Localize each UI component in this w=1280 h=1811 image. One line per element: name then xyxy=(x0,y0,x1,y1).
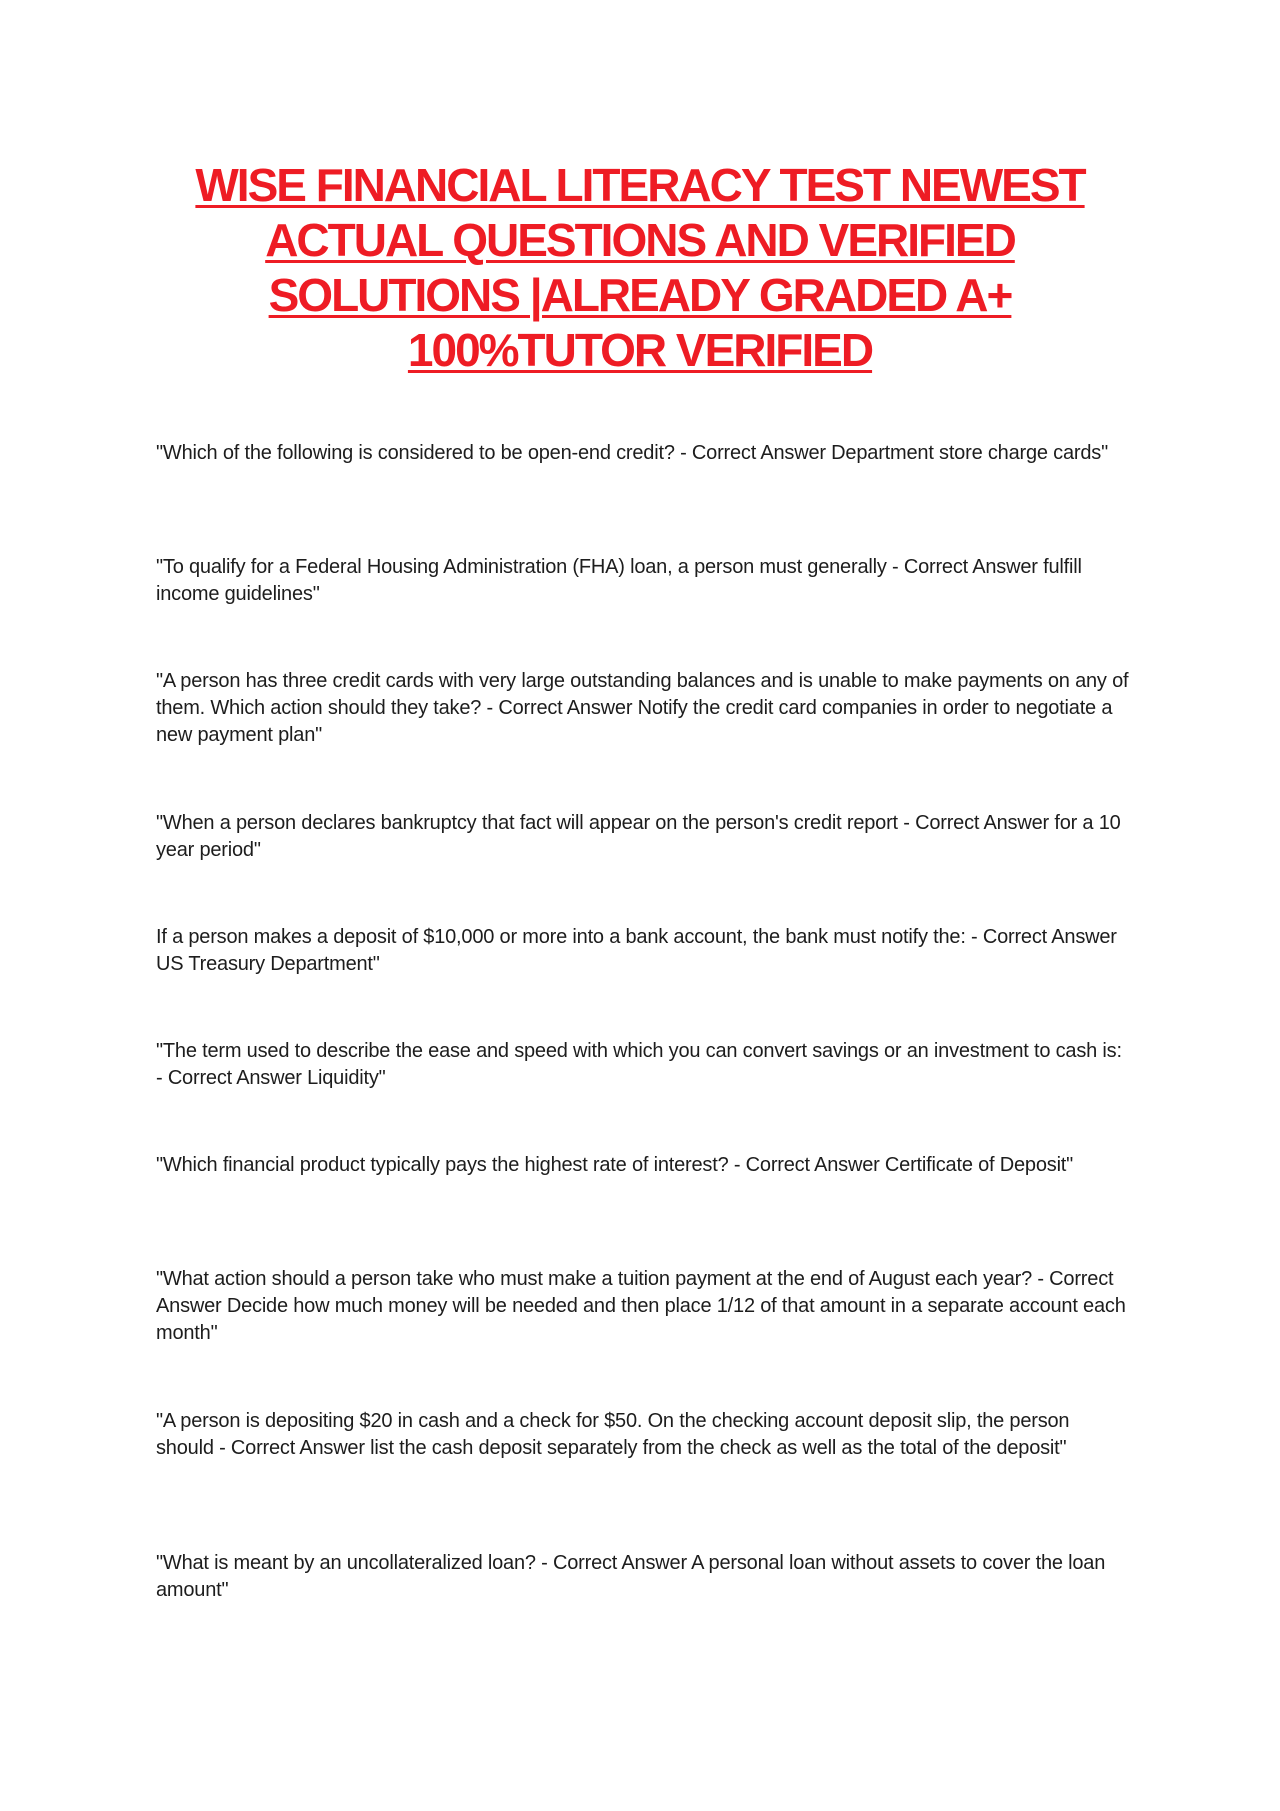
title-line: ACTUAL QUESTIONS AND VERIFIED xyxy=(265,214,1015,266)
question-answer-item: "A person has three credit cards with very large outstanding balances and is unable to make payments on any of them. Which action should they take? - Correct Answer Notify the credit card companies in order to negotiate a new payment plan" xyxy=(156,670,1129,746)
question-answer-item: "What action should a person take who must make a tuition payment at the end of August each year? - Correct Answer Decide how much money will be needed and then place 1/12 of that amount in a separate account each month" xyxy=(156,1268,1126,1344)
question-answer-item: "Which financial product typically pays the highest rate of interest? - Correct Answer Certificate of Deposit" xyxy=(156,1154,1074,1176)
question-answer-item: "When a person declares bankruptcy that fact will appear on the person's credit report - Correct Answer for a 10 year period" xyxy=(156,812,1121,861)
question-answer-item: If a person makes a deposit of $10,000 or more into a bank account, the bank must notify the: - Correct Answer US Treasury Department" xyxy=(156,926,1117,975)
title-line: WISE FINANCIAL LITERACY TEST NEWEST xyxy=(195,159,1085,211)
title-line: 100%TUTOR VERIFIED xyxy=(407,324,873,376)
question-answer-item: "A person is depositing $20 in cash and a check for $50. On the checking account deposit slip, the person should - Correct Answer list the cash deposit separately from the check as well as the total of the deposit" xyxy=(156,1410,1070,1459)
question-answer-item: "The term used to describe the ease and speed with which you can convert savings or an investment to cash is: - Correct Answer Liquidity" xyxy=(156,1040,1122,1089)
question-answer-item: "Which of the following is considered to be open-end credit? - Correct Answer Department store charge cards" xyxy=(156,442,1108,464)
question-answer-item: "To qualify for a Federal Housing Administration (FHA) loan, a person must generally - Correct Answer fulfill income guidelines" xyxy=(156,556,1082,605)
question-answer-item: "What is meant by an uncollateralized loan? - Correct Answer A personal loan without assets to cover the loan amount" xyxy=(156,1552,1106,1601)
document-title xyxy=(140,158,1140,378)
title-line: SOLUTIONS |ALREADY GRADED A+ xyxy=(268,269,1012,321)
